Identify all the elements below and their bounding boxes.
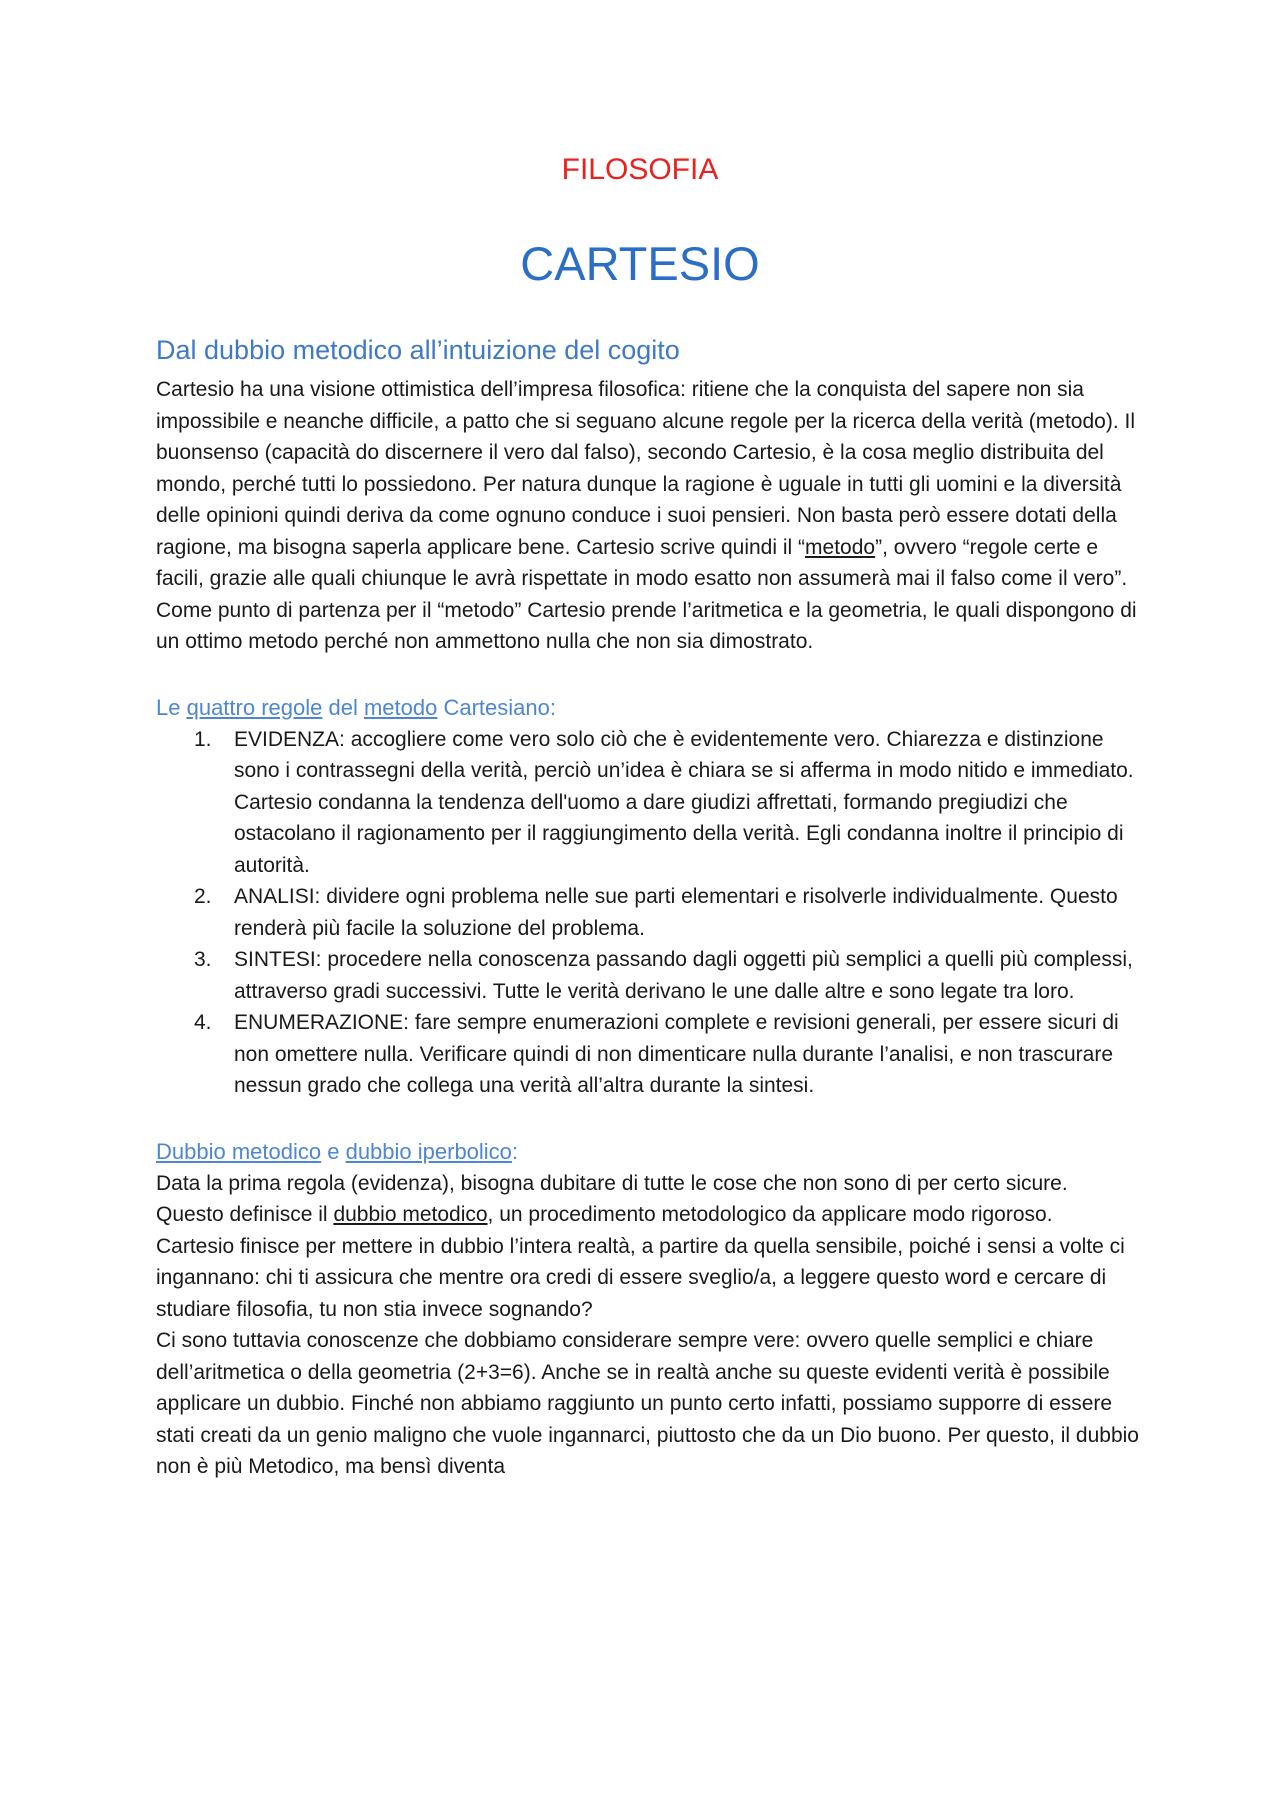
section-heading-cogito: Dal dubbio metodico all’intuizione del cogito	[156, 335, 680, 365]
dubbio-heading-iperbolico: dubbio iperbolico	[345, 1138, 512, 1164]
paragraph-intro-text-b: ”, ovvero “regole certe e facili, grazie alle quali chiunque le avrà rispettate in modo esatto non assumerà mai il falso come il vero”. Come punto di partenza per il “metodo” Cartesio prende l’aritmetica e la geometria, le quali dispongono di un ottimo metodo perché non ammettono nulla che non sia dimostrato.	[156, 535, 1137, 653]
subject-heading: FILOSOFIA	[561, 153, 719, 186]
list-item-number: 2.	[194, 885, 212, 908]
paragraph-dubbio-3: Ci sono tuttavia conoscenze che dobbiamo considerare sempre vere: ovvero quelle semplici e chiare dell’aritmetica o della geometria (2+3=6). Anche se in realtà anche su queste evidenti verità è possibile applicare un dubbio. Finché non abbiamo raggiunto un punto certo infatti, possiamo supporre di essere stati creati da un genio maligno che vuole ingannarci, piuttosto che da un Dio buono. Per questo, il dubbio non è più Metodico, ma bensì diventa	[156, 1329, 1139, 1478]
list-item-number: 3.	[194, 948, 212, 971]
metodo-underlined: metodo	[805, 535, 876, 559]
list-item-text: ENUMERAZIONE: fare sempre enumerazioni complete e revisioni generali, per essere sicuri di non omettere nulla. Verificare quindi di non dimenticare nulla durante l’analisi, e non trascurare nessun grado che collega una verità all’altra durante la sintesi.	[234, 1011, 1119, 1097]
rules-heading-post: Cartesiano:	[437, 694, 556, 720]
paragraph-intro	[156, 374, 1140, 658]
rules-heading-quattro-regole: quattro regole	[186, 694, 323, 720]
dubbio-heading-post: :	[511, 1138, 519, 1164]
document-body	[156, 330, 1140, 1483]
paragraph-dubbio-1-text-b: , un procedimento metodologico da applicare modo rigoroso.	[487, 1203, 1053, 1226]
list-item-number: 1.	[194, 727, 212, 751]
dubbio-heading-mid: e	[321, 1138, 346, 1164]
paragraph-intro-text-a: Cartesio ha una visione ottimistica dell’impresa filosofica: ritiene che la conquista del sapere non sia impossibile e neanche difficile, a patto che si seguano alcune regole per la ricerca della verità (metodo). Il buonsenso (capacità do discernere il vero dal falso), secondo Cartesio, è la cosa meglio distribuita del mondo, perché tutti lo possiedono. Per natura dunque la ragione è uguale in tutti gli uomini e la diversità delle opinioni quindi deriva da come ognuno conduce i suoi pensieri. Non basta però essere dotati della ragione, ma bisogna saperla applicare bene. Cartesio scrive quindi il “	[156, 378, 1135, 559]
paragraph-dubbio-2: Cartesio finisce per mettere in dubbio l’intera realtà, a partire da quella sensibile, poiché i sensi a volte ci ingannano: chi ti assicura che mentre ora credi di essere sveglio/a, a leggere questo word e cercare di studiare filosofia, tu non stia invece sognando?	[156, 1234, 1125, 1321]
list-item-sintesi	[156, 944, 1140, 1007]
rules-heading-pre: Le	[156, 694, 187, 720]
dubbio-heading-metodico: Dubbio metodico	[156, 1138, 322, 1164]
list-item-text: EVIDENZA: accogliere come vero solo ciò che è evidentemente vero. Chiarezza e distinzione sono i contrassegni della verità, perciò un’idea è chiara se si afferma in modo nitido e immediato. Cartesio condanna la tendenza dell'uomo a dare giudizi affrettati, formando pregiudizi che ostacolano il ragionamento per il raggiungimento della verità. Egli condanna inoltre il principio di autorità.	[234, 727, 1134, 877]
rules-list	[156, 724, 1140, 1102]
rules-heading-metodo: metodo	[363, 694, 438, 720]
list-item-text: ANALISI: dividere ogni problema nelle sue parti elementari e risolverle individualmente. Questo renderà più facile la soluzione del problema.	[234, 885, 1118, 940]
list-item-evidenza	[156, 724, 1140, 882]
section-heading-rules	[156, 692, 1140, 724]
paragraph-dubbio-1-text-a: Data la prima regola (evidenza), bisogna dubitare di tutte le cose che non sono di per certo sicure. Questo definisce il	[156, 1171, 1068, 1226]
list-item-analisi	[156, 881, 1140, 944]
paragraph-dubbio-1	[156, 1168, 1140, 1231]
list-item-number: 4.	[194, 1011, 212, 1034]
section-heading-dubbio	[156, 1136, 1140, 1168]
list-item-text: SINTESI: procedere nella conoscenza passando dagli oggetti più semplici a quelli più complessi, attraverso gradi successivi. Tutte le verità derivano le une dalle altre e sono legate tra loro.	[234, 948, 1133, 1003]
rules-heading-mid: del	[322, 694, 364, 720]
document-title: CARTESIO	[520, 237, 760, 290]
dubbio-metodico-underlined: dubbio metodico	[333, 1203, 488, 1226]
list-item-enumerazione	[156, 1007, 1140, 1102]
